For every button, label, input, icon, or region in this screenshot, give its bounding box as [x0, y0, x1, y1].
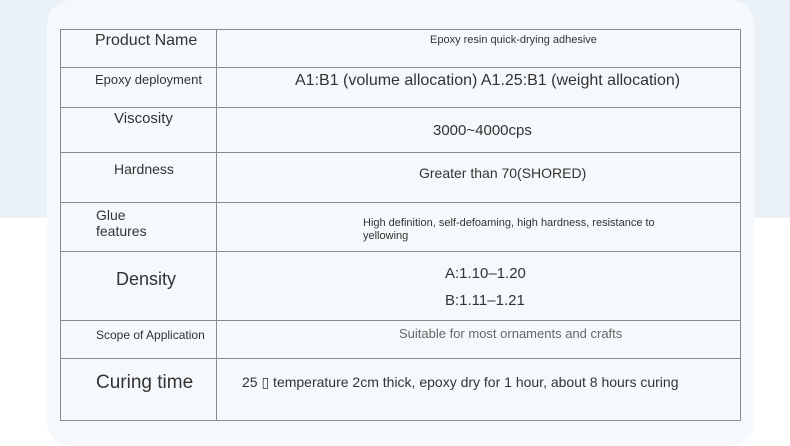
label-epoxy-deployment: Epoxy deployment — [95, 72, 202, 87]
label-density: Density — [116, 269, 177, 289]
value-density-a: A:1.10–1.20 — [445, 265, 526, 282]
row-divider — [61, 107, 740, 108]
value-density-b: B:1.11–1.21 — [445, 292, 525, 309]
value-epoxy-deployment: A1:B1 (volume allocation) A1.25:B1 (weight allocation) — [295, 72, 681, 89]
label-curing-time: Curing time — [96, 372, 194, 393]
row-divider — [61, 67, 740, 68]
product-spec-table — [60, 29, 741, 421]
row-divider — [61, 152, 740, 153]
row-divider — [61, 251, 740, 252]
row-divider — [61, 320, 740, 321]
value-viscosity: 3000~4000cps — [433, 122, 532, 139]
value-product-name: Epoxy resin quick-drying adhesive — [430, 34, 597, 46]
label-viscosity: Viscosity — [114, 110, 173, 127]
value-hardness: Greater than 70(SHORED) — [419, 165, 587, 181]
label-glue-features: Glue features — [96, 207, 147, 239]
row-divider — [61, 358, 740, 359]
value-curing-time: 25 ▯ temperature 2cm thick, epoxy dry for 1 hour, about 8 hours curing — [242, 374, 679, 390]
value-scope-of-application: Suitable for most ornaments and crafts — [399, 326, 623, 341]
column-divider — [216, 30, 217, 420]
label-scope-of-application: Scope of Application — [96, 328, 205, 342]
label-product-name: Product Name — [95, 32, 198, 49]
value-glue-features: High definition, self-defoaming, high hardness, resistance to yellowing — [363, 217, 655, 242]
label-hardness: Hardness — [114, 161, 174, 177]
row-divider — [61, 202, 740, 203]
